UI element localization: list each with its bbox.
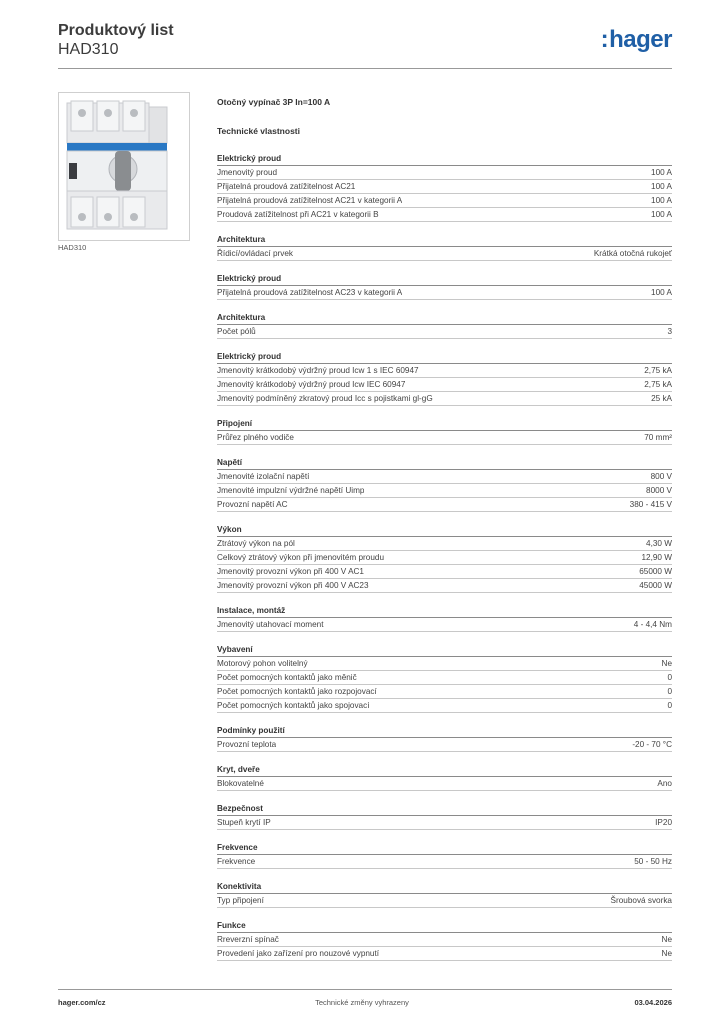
spec-label: Motorový pohon volitelný	[217, 659, 308, 668]
spec-label: Typ připojení	[217, 896, 264, 905]
spec-section	[217, 152, 672, 222]
spec-value: 65000 W	[639, 567, 672, 576]
spec-row	[217, 325, 672, 339]
spec-label: Počet pomocných kontaktů jako spojovací	[217, 701, 370, 710]
spec-section	[217, 763, 672, 791]
spec-value: 100 A	[651, 288, 672, 297]
spec-label: Jmenovitý provozní výkon při 400 V AC1	[217, 567, 364, 576]
spec-section	[217, 417, 672, 445]
spec-value: 2,75 kA	[644, 366, 672, 375]
section-heading: Architektura	[217, 311, 672, 325]
spec-value: Ne	[661, 659, 672, 668]
spec-label: Jmenovitý krátkodobý výdržný proud Icw IEC 60947	[217, 380, 406, 389]
footer-website[interactable]: hager.com/cz	[58, 998, 106, 1007]
spec-value: 4,30 W	[646, 539, 672, 548]
spec-row	[217, 657, 672, 671]
product-name: Otočný vypínač 3P In=100 A	[217, 97, 331, 107]
spec-label: Provedení jako zařízení pro nouzové vypnutí	[217, 949, 380, 958]
hager-logo: :hager	[600, 26, 672, 53]
section-heading: Kryt, dveře	[217, 763, 672, 777]
section-heading: Elektrický proud	[217, 272, 672, 286]
spec-value: 100 A	[651, 182, 672, 191]
spec-section	[217, 272, 672, 300]
spec-value: Ne	[661, 949, 672, 958]
spec-label: Jmenovitý provozní výkon při 400 V AC23	[217, 581, 369, 590]
spec-value: 0	[667, 687, 672, 696]
spec-label: Přijatelná proudová zatížitelnost AC23 v kategorii A	[217, 288, 403, 297]
image-caption: HAD310	[58, 243, 87, 252]
spec-value: 45000 W	[639, 581, 672, 590]
spec-value: 12,90 W	[641, 553, 672, 562]
spec-label: Frekvence	[217, 857, 256, 866]
spec-content	[217, 96, 672, 961]
header-divider	[58, 68, 672, 69]
spec-row	[217, 498, 672, 512]
spec-row	[217, 579, 672, 593]
spec-section	[217, 456, 672, 512]
spec-section	[217, 350, 672, 406]
footer-divider	[58, 989, 672, 990]
spec-row	[217, 166, 672, 180]
spec-row	[217, 816, 672, 830]
spec-row	[217, 738, 672, 752]
spec-value: 100 A	[651, 168, 672, 177]
section-heading: Elektrický proud	[217, 152, 672, 166]
spec-row	[217, 565, 672, 579]
spec-row	[217, 537, 672, 551]
spec-row	[217, 194, 672, 208]
spec-label: Blokovatelné	[217, 779, 264, 788]
spec-value: Krátká otočná rukojeť	[593, 249, 672, 258]
spec-row	[217, 933, 672, 947]
spec-section	[217, 604, 672, 632]
spec-value: Šroubová svorka	[610, 896, 672, 905]
spec-row	[217, 286, 672, 300]
section-heading: Připojení	[217, 417, 672, 431]
section-heading: Vybavení	[217, 643, 672, 657]
spec-value: 0	[667, 673, 672, 682]
switch-illustration	[59, 93, 189, 240]
spec-section	[217, 802, 672, 830]
product-image	[58, 92, 190, 241]
spec-label: Ztrátový výkon na pól	[217, 539, 295, 548]
spec-label: Počet pólů	[217, 327, 256, 336]
section-heading: Instalace, montáž	[217, 604, 672, 618]
section-heading: Podmínky použití	[217, 724, 672, 738]
section-heading: Funkce	[217, 919, 672, 933]
spec-value: -20 - 70 °C	[632, 740, 672, 749]
spec-row	[217, 378, 672, 392]
spec-row	[217, 894, 672, 908]
spec-row	[217, 685, 672, 699]
spec-label: Provozní napětí AC	[217, 500, 288, 509]
spec-label: Přijatelná proudová zatížitelnost AC21 v kategorii A	[217, 196, 403, 205]
spec-section	[217, 841, 672, 869]
spec-value: 25 kA	[651, 394, 672, 403]
spec-row	[217, 247, 672, 261]
spec-value: 3	[667, 327, 672, 336]
spec-row	[217, 208, 672, 222]
section-heading: Napětí	[217, 456, 672, 470]
spec-row	[217, 855, 672, 869]
spec-label: Jmenovité impulzní výdržné napětí Uimp	[217, 486, 365, 495]
spec-row	[217, 364, 672, 378]
spec-row	[217, 699, 672, 713]
spec-label: Jmenovitý podmíněný zkratový proud Icc s pojistkami gl-gG	[217, 394, 433, 403]
spec-value: 50 - 50 Hz	[634, 857, 672, 866]
spec-section	[217, 523, 672, 593]
document-title: Produktový list	[58, 22, 174, 39]
spec-row	[217, 180, 672, 194]
spec-value: Ano	[657, 779, 672, 788]
spec-row	[217, 618, 672, 632]
spec-section	[217, 233, 672, 261]
section-heading: Architektura	[217, 233, 672, 247]
spec-row	[217, 484, 672, 498]
footer-notice: Technické změny vyhrazeny	[315, 998, 409, 1007]
spec-value: Ne	[661, 935, 672, 944]
spec-value: 2,75 kA	[644, 380, 672, 389]
spec-value: IP20	[655, 818, 672, 827]
spec-section	[217, 919, 672, 961]
spec-label: Počet pomocných kontaktů jako měnič	[217, 673, 357, 682]
spec-label: Proudová zatížitelnost při AC21 v kategorii B	[217, 210, 379, 219]
spec-value: 4 - 4,4 Nm	[633, 620, 672, 629]
spec-section	[217, 311, 672, 339]
spec-value: 100 A	[651, 210, 672, 219]
spec-value: 100 A	[651, 196, 672, 205]
spec-label: Jmenovitý utahovací moment	[217, 620, 324, 629]
spec-value: 800 V	[650, 472, 672, 481]
footer-date: 03.04.2026	[634, 998, 672, 1007]
spec-value: 70 mm²	[644, 433, 672, 442]
spec-label: Celkový ztrátový výkon při jmenovitém proudu	[217, 553, 385, 562]
section-heading: Frekvence	[217, 841, 672, 855]
spec-label: Přijatelná proudová zatížitelnost AC21	[217, 182, 356, 191]
spec-label: Stupeň krytí IP	[217, 818, 271, 827]
spec-label: Jmenovitý krátkodobý výdržný proud Icw 1 s IEC 60947	[217, 366, 419, 375]
spec-label: Jmenovité izolační napětí	[217, 472, 310, 481]
page-header	[58, 20, 672, 70]
section-heading: Výkon	[217, 523, 672, 537]
spec-row	[217, 671, 672, 685]
spec-label: Řídicí/ovládací prvek	[217, 249, 293, 258]
spec-row	[217, 470, 672, 484]
technical-properties-title: Technické vlastnosti	[217, 126, 300, 136]
spec-row	[217, 392, 672, 406]
spec-row	[217, 777, 672, 791]
spec-label: Počet pomocných kontaktů jako rozpojovací	[217, 687, 377, 696]
spec-row	[217, 431, 672, 445]
spec-value: 8000 V	[646, 486, 672, 495]
spec-value: 380 - 415 V	[629, 500, 672, 509]
spec-row	[217, 551, 672, 565]
section-heading: Elektrický proud	[217, 350, 672, 364]
spec-sections	[217, 152, 672, 961]
spec-value: 0	[667, 701, 672, 710]
spec-section	[217, 643, 672, 713]
spec-label: Průřez plného vodiče	[217, 433, 294, 442]
spec-section	[217, 880, 672, 908]
section-heading: Bezpečnost	[217, 802, 672, 816]
section-heading: Konektivita	[217, 880, 672, 894]
spec-section	[217, 724, 672, 752]
spec-label: Jmenovitý proud	[217, 168, 278, 177]
spec-label: Provozní teplota	[217, 740, 277, 749]
product-code: HAD310	[58, 41, 119, 58]
spec-row	[217, 947, 672, 961]
spec-label: Rreverzní spínač	[217, 935, 279, 944]
